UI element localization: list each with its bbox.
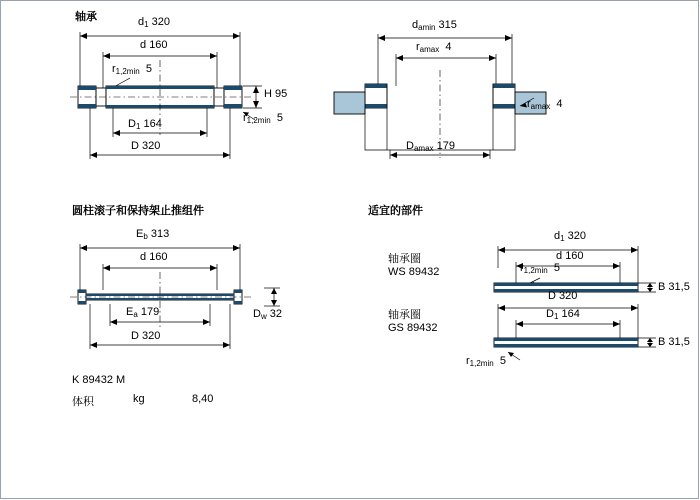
dim-damin [412, 19, 457, 32]
dim-gs-D1-symbol: D [546, 308, 554, 320]
dim-ramax-outer-value: 4 [556, 98, 563, 110]
dim-D1-symbol: D [128, 118, 136, 130]
dim-ramax-outer [527, 98, 562, 111]
dim-r12min-top-subscript: 1,2min [115, 67, 140, 76]
dim-gs-B-value: 31,5 [668, 336, 690, 348]
dim-Ea-value: 179 [140, 306, 160, 318]
shaft-washer-caption-line1: 轴承圈 [388, 253, 421, 265]
dim-ws-d1-value: 320 [567, 230, 586, 242]
dim-gs-r12min [466, 355, 506, 368]
mass-unit: kg [133, 393, 145, 405]
dim-Dw [253, 308, 282, 321]
dim-H-value: 95 [275, 88, 288, 100]
dim-D1-subscript: 1 [135, 122, 141, 131]
dim-r12min-top-value: 5 [145, 63, 152, 75]
dim-damin-value: 315 [438, 19, 457, 31]
dim-ramax-outer-subscript: amax [530, 102, 551, 111]
dim-gs-r12min-symbol: r [466, 355, 470, 367]
dim-ws-d1-subscript: 1 [560, 234, 565, 243]
dim-gs-r12min-value: 5 [499, 355, 506, 367]
dim-D-value: 320 [142, 140, 161, 152]
dim-Eb [136, 228, 169, 241]
dim-d1-subscript: 1 [144, 20, 149, 29]
dim-ws-B-value: 31,5 [668, 281, 690, 293]
dim-Ea-symbol: E [126, 306, 134, 318]
dim-Eb-symbol: E [136, 228, 144, 240]
dim-r12min-top [112, 63, 152, 76]
dim-r12min-right-subscript: 1,2min [246, 116, 271, 125]
dim-ws-B [658, 281, 690, 293]
dim-H-bearing [264, 88, 287, 100]
section-title-roller: 圆柱滚子和保持架止推组件 [72, 205, 204, 217]
dim-ws-d1-symbol: d [554, 230, 561, 242]
dim-d-value: 160 [149, 39, 168, 51]
shaft-washer-caption-line2: WS 89432 [388, 266, 440, 278]
dim-ws-r12min-symbol: r [520, 262, 524, 274]
dim-r12min-right-value: 5 [276, 112, 283, 124]
dim-Damax-value: 179 [436, 140, 455, 152]
dim-gs-D1 [546, 308, 580, 321]
housing-washer-caption-line1: 轴承圈 [388, 309, 421, 321]
dim-ws-r12min-value: 5 [553, 262, 560, 274]
dim-d1-bearing [138, 16, 170, 29]
dim-gs-r12min-subscript: 1,2min [469, 359, 494, 368]
dim-D-bearing [131, 140, 160, 152]
dim-ws-r12min-subscript: 1,2min [523, 266, 548, 275]
section-title-fit: 适宜的部件 [368, 205, 423, 217]
dim-d1-value: 320 [151, 16, 170, 28]
dim-damin-subscript: amin [418, 23, 436, 32]
dim-Dw-subscript: w [260, 312, 267, 321]
dim-Damax-symbol: D [406, 140, 414, 152]
dim-r12min-right [243, 112, 283, 125]
dim-Dw-symbol: D [253, 308, 261, 320]
dim-ws-d-symbol: d [556, 250, 563, 262]
dim-d-bearing [140, 39, 168, 51]
dim-ramax-outer-symbol: r [527, 98, 531, 110]
dim-gs-B-symbol: B [658, 336, 666, 348]
dim-ramax-inner [416, 41, 451, 54]
dim-ws-d1 [554, 230, 586, 243]
dim-d-symbol: d [140, 39, 147, 51]
dim-D-roller [131, 330, 160, 342]
dim-Eb-subscript: b [143, 232, 148, 241]
dim-gs-D-symbol: D [548, 290, 556, 302]
dim-Ea-subscript: a [133, 310, 138, 319]
dim-ramax-inner-symbol: r [416, 41, 420, 53]
dim-d1-symbol: d [138, 16, 145, 28]
dim-D1-bearing [128, 118, 162, 131]
dim-d-roller-symbol: d [140, 251, 147, 263]
mass-value: 8,40 [192, 393, 214, 405]
dim-gs-D [548, 290, 577, 302]
dim-Dw-value: 32 [269, 308, 283, 320]
mass-label: 体积 [72, 396, 94, 408]
dim-gs-D1-subscript: 1 [553, 312, 559, 321]
dim-Eb-value: 313 [150, 228, 170, 240]
dim-Damax-subscript: amax [413, 144, 434, 153]
dim-D1-value: 164 [143, 118, 162, 130]
roller-designation: K 89432 M [72, 374, 126, 386]
dim-r12min-right-symbol: r [243, 112, 247, 124]
dim-gs-D-value: 320 [559, 290, 578, 302]
dim-H-symbol: H [264, 88, 272, 100]
dim-Ea [126, 306, 159, 319]
dim-ramax-inner-value: 4 [445, 41, 452, 53]
dim-gs-B [658, 336, 690, 348]
dim-D-symbol: D [131, 140, 139, 152]
dim-Damax [406, 140, 455, 153]
dim-ws-r12min [520, 262, 560, 275]
dim-D-roller-symbol: D [131, 330, 139, 342]
dim-ramax-inner-subscript: amax [419, 45, 440, 54]
dim-D-roller-value: 320 [142, 330, 161, 342]
housing-washer-caption-line2: GS 89432 [388, 322, 438, 334]
section-title-bearing: 轴承 [75, 11, 97, 23]
dim-d-roller [140, 251, 168, 263]
dim-ws-d-value: 160 [565, 250, 584, 262]
dim-gs-D1-value: 164 [561, 308, 580, 320]
dim-ws-B-symbol: B [658, 281, 666, 293]
dim-ws-d [556, 250, 584, 262]
dim-r12min-top-symbol: r [112, 63, 116, 75]
dim-d-roller-value: 160 [149, 251, 168, 263]
dim-damin-symbol: d [412, 19, 419, 31]
